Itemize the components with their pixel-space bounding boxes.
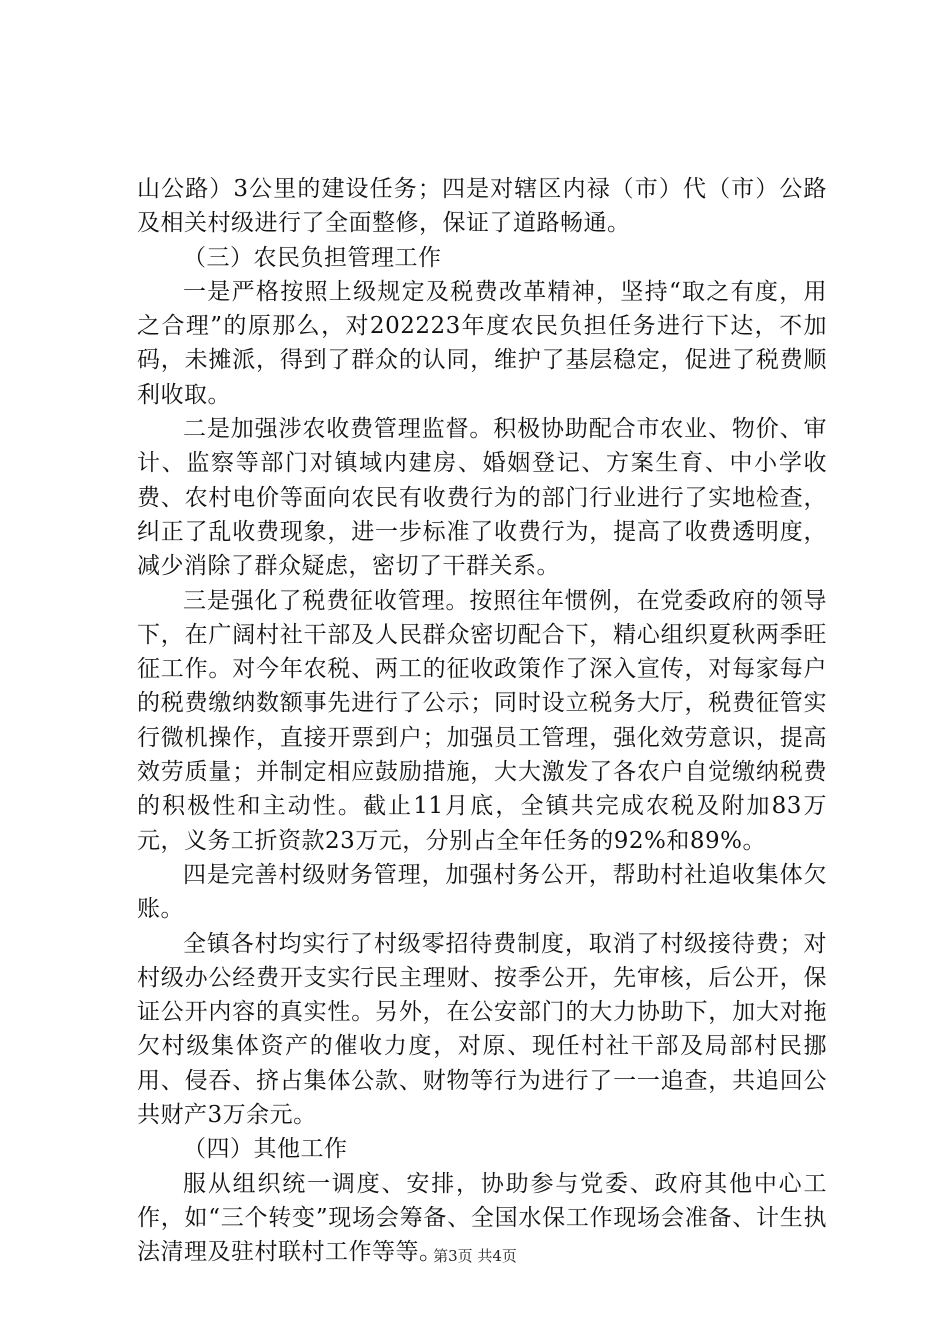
paragraph: 三是强化了税费征收管理。按照往年惯例，在党委政府的领导下，在广阔村社干部及人民群众密切配合下，精心组织夏秋两季旺征工作。对今年农税、两工的征收政策作了深入宣传，对每家每户的税费缴纳数额事先进行了公示；同时设立税务大厅，税费征管实行微机操作，直接开票到户；加强员工管理，强化效劳意识，提高效劳质量；并制定相应鼓励措施，大大激发了各农户自觉缴纳税费的积极性和主动性。截止11月底，全镇共完成农税及附加83万元，义务工折资款23万元，分别占全年任务的92%和89%。 (137, 587, 827, 854)
paragraph: 四是完善村级财务管理，加强村务公开，帮助村社追收集体欠账。 (137, 861, 827, 923)
paragraph: 二是加强涉农收费管理监督。积极协助配合市农业、物价、审计、监察等部门对镇域内建房、婚姻登记、方案生育、中小学收费、农村电价等面向农民有收费行为的部门行业进行了实地检查，纠正了乱收费现象，进一步标准了收费行为，提高了收费透明度，减少消除了群众疑虑，密切了干群关系。 (137, 416, 827, 580)
paragraph: 一是严格按照上级规定及税费改革精神，坚持“取之有度，用之合理”的原那么，对202223年度农民负担任务进行下达，不加码，未摊派，得到了群众的认同，维护了基层稳定，促进了税费顺利收取。 (137, 278, 827, 408)
document-body (137, 172, 827, 1270)
section-heading-3: （三）农民负担管理工作 (183, 244, 442, 271)
paragraph: 服从组织统一调度、安排，协助参与党委、政府其他中心工作，如“三个转变”现场会筹备、全国水保工作现场会准备、计生执法清理及驻村联村工作等等。 (137, 1170, 827, 1266)
section-heading-4: （四）其他工作 (183, 1136, 348, 1163)
paragraph-continuation: 山公路）3公里的建设任务；四是对辖区内禄（市）代（市）公路及相关村级进行了全面整修，保证了道路畅通。 (137, 176, 827, 237)
page-number-footer: 第3页 共4页 (433, 1247, 517, 1265)
paragraph: 全镇各村均实行了村级零招待费制度，取消了村级接待费；对村级办公经费开支实行民主理财、按季公开，先审核，后公开，保证公开内容的真实性。另外，在公安部门的大力协助下，加大对拖欠村级集体资产的催收力度，对原、现任村社干部及局部村民挪用、侵吞、挤占集体公款、财物等行为进行了一一追查，共追回公共财产3万余元。 (137, 930, 827, 1129)
